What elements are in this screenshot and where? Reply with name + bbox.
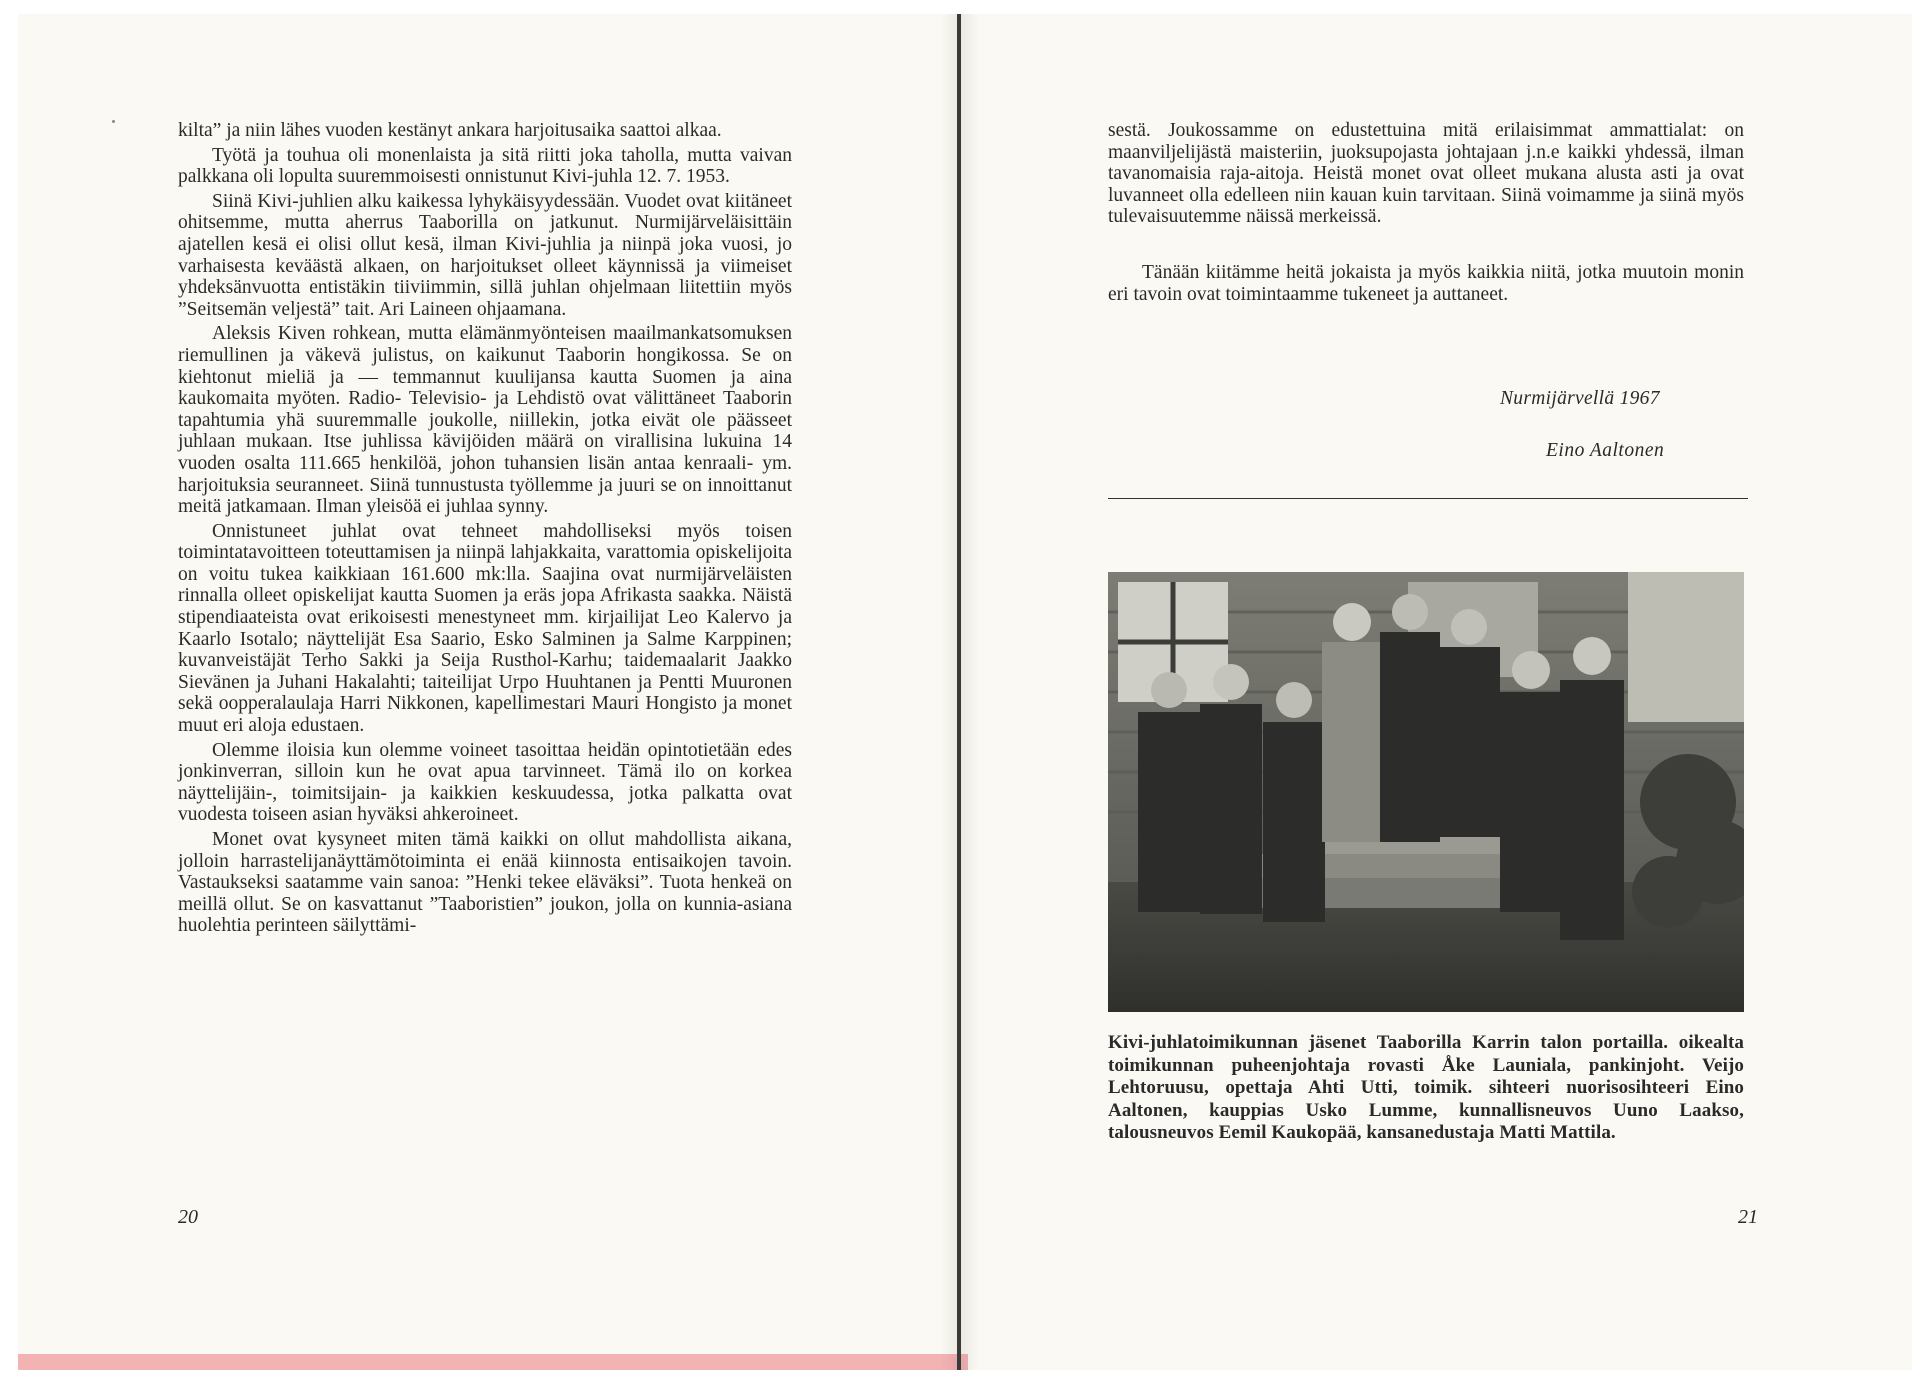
paragraph: kilta” ja niin lähes vuoden kestänyt ankara harjoitusaika saattoi alkaa. — [178, 120, 722, 141]
paragraph: Olemme iloisia kun olemme voineet tasoittaa heidän opintotietään edes jonkinverran, silloin kun he ovat apua tarvinneet. Tämä ilo on korkea näyttelijäin-, toimitsijain- ja kaikkien keskuudessa, jotka palkatta ovat vuodesta toiseen asian hyväksi ahkeroineet. — [178, 739, 792, 826]
paragraph: Tänään kiitämme heitä jokaista ja myös kaikkia niitä, jotka muutoin monin eri tavoin ovat toimintaamme tukeneet ja auttaneet. — [1108, 261, 1744, 305]
author-signature: Eino Aaltonen — [1546, 440, 1665, 461]
page-number-left: 20 — [178, 1206, 198, 1228]
right-page-body — [1108, 120, 1744, 305]
paragraph: sestä. Joukossamme on edustettuina mitä erilaisimmat ammattialat: on maanviljelijästä maisteriin, juoksupojasta johtajaan j.n.e kaikki yhdessä, ilman tavanomaisia raja-aitoja. Heistä monet ovat olleet mukana alusta asti ja ovat luvanneet olla edelleen niin kauan kuin tarvitaan. Siinä voimamme ja siinä myös tulevaisuutemme näissä merkeissä. — [1108, 120, 1744, 228]
paragraph: Onnistuneet juhlat ovat tehneet mahdolliseksi myös toisen toimintatavoitteen toteuttamisen ja niinpä lahjakkaita, varattomia opiskelijoita on voitu tukea kaikkiaan 161.600 mk:lla. Saajina ovat nurmijärveläisten rinnalla olleet opiskelijat kautta Suomen ja eräs jopa Afrikasta saakka. Näistä stipendiaateista ovat erikoisesti menestyneet mm. kirjailijat Leo Kalervo ja Kaarlo Isotalo; näyttelijät Esa Saario, Esko Salminen ja Salme Karppinen; kuvanveistäjät Terho Sakki ja Seija Rusthol-Karhu; taidemaalarit Jaakko Sievänen ja Juhani Hakalahti; taiteilijat Urpo Huuhtanen ja Pentti Muuronen sekä oopperalaulaja Harri Nikkonen, kapellimestari Mauri Hongisto ja monet muut eri aloja edustaen. — [178, 520, 792, 737]
paragraph: Monet ovat kysyneet miten tämä kaikki on ollut mahdollista aikana, jolloin harrastelijanäyttämötoiminta ei enää kiinnosta entisaikojen tavoin. Vastaukseksi saatamme vain sanoa: ”Henki tekee eläväksi”. Tuota henkeä on meillä ollut. Se on kasvattanut ”Taaboristien” joukon, jolla on kunnia-asiana huolehtia perinteen säilyttämi- — [178, 829, 792, 937]
book-gutter — [957, 14, 961, 1370]
photo-caption: Kivi-juhlatoimikunnan jäsenet Taaborilla Karrin talon portailla. oikealta toimikunnan puheenjohtaja rovasti Åke Launiala, pankinjoht. Veijo Lehtoruusu, opettaja Ahti Utti, toimik. sihteeri nuorisosihteeri Eino Aaltonen, kauppias Usko Lumme, kunnallisneuvos Uuno Laakso, talousneuvos Eemil Kaukopää, kansanedustaja Matti Mattila. — [1108, 1032, 1744, 1144]
left-page-body — [178, 120, 792, 940]
group-photograph — [1108, 572, 1744, 1012]
place-date: Nurmijärvellä 1967 — [1500, 388, 1660, 409]
paragraph: Siinä Kivi-juhlien alku kaikessa lyhykäisyydessään. Vuodet ovat kiitäneet ohitsemme, mutta aherrus Taaborilla on jatkunut. Nurmijärveläisittäin ajatellen kesä ei olisi ollut kesä, ilman Kivi-juhlia ja niinpä joka vuosi, jo varhaisesta keväästä alkaen, on harjoitukset olleet käynnissä ja viimeiset yhdeksänvuotta entistäkin tiiviimmin, sillä juhlan ohjelmaan liitettiin myös ”Seitsemän veljestä” tait. Ari Laineen ohjaamana. — [178, 190, 792, 320]
scan-speck — [112, 120, 115, 123]
page-edge-strip — [18, 1354, 968, 1370]
paragraph: Työtä ja touhua oli monenlaista ja sitä riitti joka taholla, mutta vaivan palkkana oli lopulta suuremmoisesti onnistunut Kivi-juhla 12. 7. 1953. — [178, 144, 792, 188]
horizontal-rule — [1108, 498, 1748, 499]
page-number-right: 21 — [1738, 1206, 1758, 1228]
paragraph: Aleksis Kiven rohkean, mutta elämänmyönteisen maailmankatsomuksen riemullinen ja väkevä julistus, on kaikunut Taaborin hongikossa. Se on kiehtonut mieliä ja — temmannut kuulijansa kautta Suomen ja aina kaukomaita myöten. Radio- Televisio- ja Lehdistö ovat välittäneet Taaborin tapahtumia yhä suuremmalle joukolle, niillekin, jotka eivät ole päässeet juhlaan mukaan. Itse juhlissa kävijöiden määrä on virallisina lukuina 14 vuoden osalta 111.665 henkilöä, johon tuhansien lisän antaa kenraali- ym. harjoituksia seuranneet. Siinä tunnustusta työllemme ja juuri se on innoittanut meitä jatkamaan. Ilman yleisöä ei juhlaa synny. — [178, 323, 792, 518]
